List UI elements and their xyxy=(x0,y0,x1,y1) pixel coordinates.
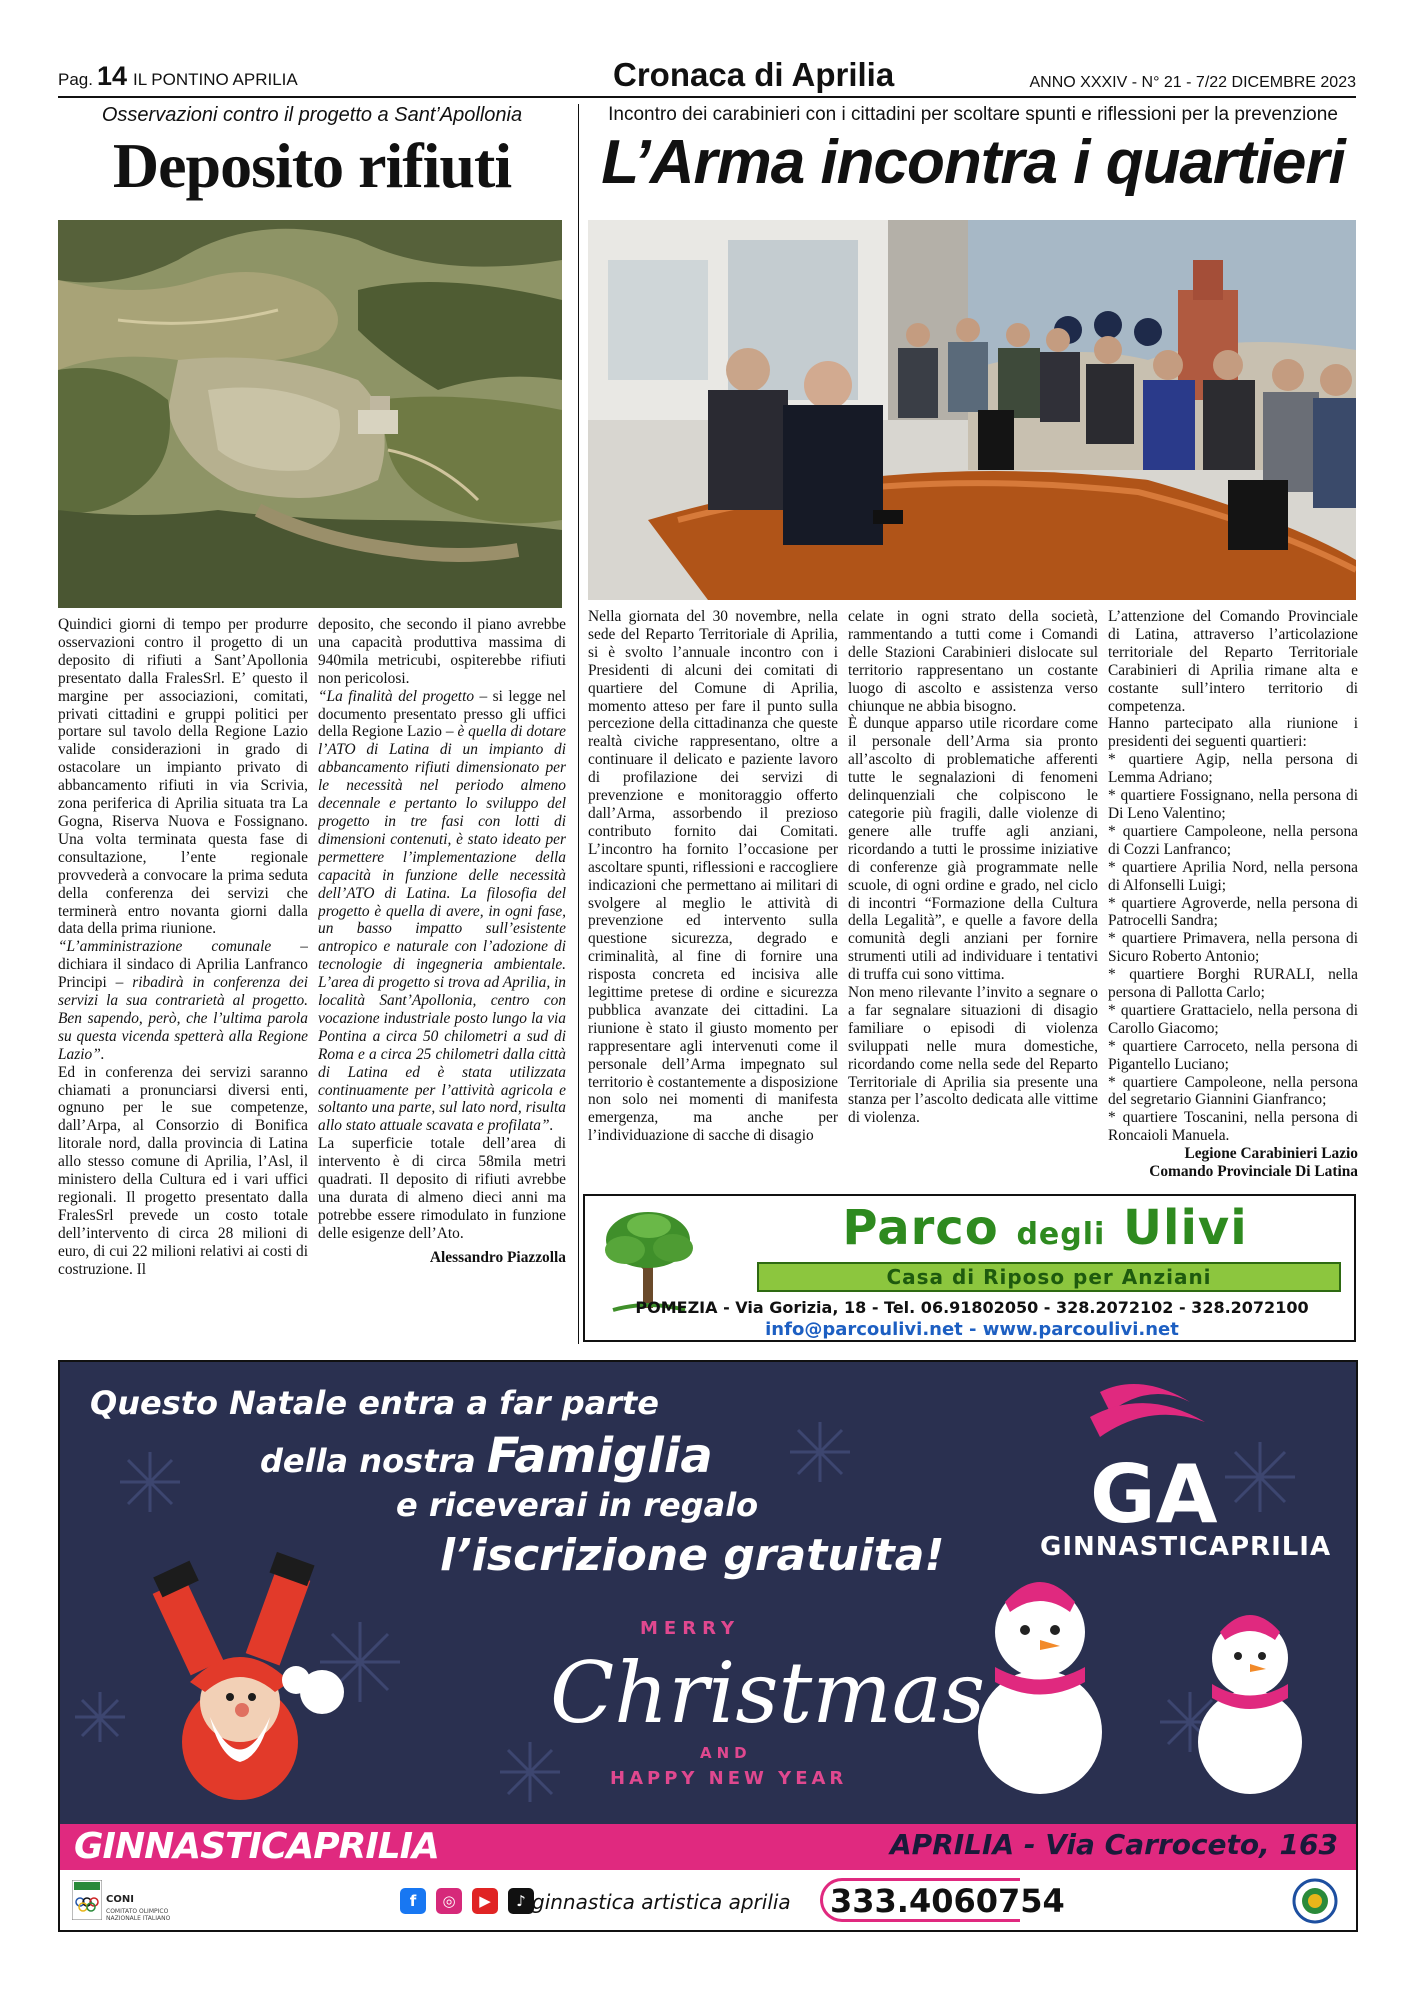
left-article-kicker: Osservazioni contro il progetto a Sant’Apollonia xyxy=(101,104,523,126)
parco-ulivi-ad[interactable] xyxy=(583,1194,1356,1342)
coni-subtitle: COMITATO OLIMPICO NAZIONALE ITALIANO xyxy=(106,1908,171,1922)
promo-line-2a: della nostra xyxy=(260,1442,487,1480)
gym-address: APRILIA - Via Carroceto, 163 xyxy=(890,1828,1338,1861)
left-quote-a: “L’amministrazione comunale – xyxy=(58,938,308,956)
left-article-author: Alessandro Piazzolla xyxy=(429,1248,566,1266)
parco-web-link[interactable]: info@parcoulivi.net - www.parcoulivi.net xyxy=(765,1319,1179,1340)
right-col2-c: Non meno rilevante l’invito a segnare o a far segnalare situazioni di disagio familiare o episodi di violenza sviluppati nelle mura domestiche, ricordando come nella sede del Reparto Territoriale di Aprilia sia presente una stanza per l’ascolto dedicata alle vittime di violenza. xyxy=(848,984,1098,1127)
issue-info: ANNO XXXIV - N° 21 - 7/22 DICEMBRE 2023 xyxy=(1029,74,1356,91)
quartiere-item: * quartiere Campoleone, nella persona del segretario Giannini Gianfranco; xyxy=(1108,1073,1358,1109)
merry-text: MERRY xyxy=(640,1618,740,1639)
right-col2-b: È dunque apparso utile ricordare come il personale dell’Arma sia pronto all’ascolto di problematiche afferenti tutte le segnalazioni di fenomeni delinquenziali che colpiscono le categorie più fragili, dalle violenze di genere alle truffe agli anziani, ricordando a tutti le prossime iniziative di conferenze già programmate nelle scuole, di ogni ordine e grado, nel ciclo di incontri “Formazione della Cultura della Legalità”, e quelle a favore della comunità degli anziani per fornire strumenti utili ad individuare i tentativi di truffa cui sono vittima. xyxy=(848,715,1098,984)
right-col1-para: Nella giornata del 30 novembre, nella sede del Reparto Territoriale di Aprilia, si è svolto l’annuale incontro con i Presidenti di alcuni dei comitati di quartiere del Comune di Aprilia, momento atteso per fare il punto sulla percezione della cittadinanza che queste realtà civiche rappresentano, oltre a continuare il delicato e paziente lavoro di profilazione dei servizi di prevenzione e monitoraggio offerto dall’Arma, assorbendo il prezioso contributo fornito dai Comitati. L’incontro ha fornito l’occasione per ascoltare spunti, riflessioni e raccogliere indicazioni che permettano ai militari di svolgere al meglio le attività di prevenzione ed intervento sulla questione sicurezza, degrado e criminalità, al fine di fornire una risposta concreta ed incisiva alle legittime pretese di ordine e sicurezza pubblica avanzate dei cittadini. La riunione è stato il giusto momento per rappresentare agli intervenuti come il personale dell’Arma impegnato sul territorio è costantemente a disposizione non solo nei momenti di manifesta emergenza, ma anche per l’individuazione di sacche di disagio xyxy=(588,608,838,1145)
right-article-kicker: Incontro dei carabinieri con i cittadini per scoltare spunti e riflessioni per la prevenzione xyxy=(608,104,1338,125)
masthead xyxy=(58,56,1356,98)
tiktok-icon[interactable]: ♪ xyxy=(508,1888,534,1914)
page-label xyxy=(58,61,298,92)
left-col2-b: “La finalità del progetto xyxy=(318,687,475,705)
right-article-signature-1: Legione Carabinieri Lazio xyxy=(1184,1145,1358,1163)
right-col3-a: L’attenzione del Comando Provinciale di Latina, attraverso l’articolazione territoriale del Reparto Territoriale Carabinieri di Aprilia rimane alta e costante sull’intero territorio di competenza. xyxy=(1108,608,1358,715)
promo-line-4: l’iscrizione gratuita! xyxy=(440,1530,945,1581)
quartiere-item: * quartiere Fossignano, nella persona di Di Leno Valentino; xyxy=(1108,787,1358,822)
ga-logo-name: GINNASTICAPRILIA xyxy=(1040,1532,1332,1562)
quartiere-item: * quartiere Grattacielo, nella persona di Carollo Giacomo; xyxy=(1108,1001,1358,1037)
right-article-col1 xyxy=(588,608,838,1178)
gym-name: GINNASTICAPRILIA xyxy=(74,1826,439,1867)
youtube-icon[interactable]: ▶ xyxy=(472,1888,498,1914)
quartiere-item: * quartiere Agip, nella persona di Lemma Adriano; xyxy=(1108,751,1358,787)
right-article-col3 xyxy=(1108,608,1358,1178)
left-col2-d: è quella di dotare l’ATO di Latina di un impianto di abbancamento rifiuti dimensionato per le necessità nel periodo almeno decennale e pertanto lo sviluppo del progetto in tre fasi con lotti di dimensioni contenuti, è stato ideato per permettere l’implementazione della capacità in funzione delle necessità dell’ATO di Latina. La filosofia del progetto è quella di avere, in ogni fase, un basso impatto sull’esistente antropico e naturale con l’adozione di tecnologie di ingegneria ambientale. L’area di progetto si trova ad Aprilia, in località Sant’Apollonia, centro con vocazione industriale posto lungo la via Pontina a circa 50 chilometri a sud di Roma e a circa 25 chilometri dalla città di Latina ed è stata utilizzata continuamente per l’attività agricola e soltanto una parte, sul lato nord, risulta allo stato attuale scavata e profilata”. xyxy=(318,723,566,1135)
happy-new-year-text: HAPPY NEW YEAR xyxy=(610,1768,848,1789)
page-number: 14 xyxy=(96,61,128,91)
parco-subtitle: Casa di Riposo per Anziani xyxy=(757,1262,1341,1292)
svg-text:GA: GA xyxy=(1090,1448,1218,1541)
left-col1-para: Quindici giorni di tempo per produrre osservazioni contro il progetto di un deposito di rifiuti a Sant’Apollonia presentato dalla FralesSrl. E’ questo il margine per associazioni, comitati, privati cittadini e gruppi politici per portare sul tavolo della Regione Lazio valide considerazioni in grado di ostacolare un impianto privato di abbancamento rifiuti in via Scrivia, zona periferica di Aprilia situata tra La Gogna, Riserva Nuova e Fossignano. Una volta terminata questa fase di consultazione, l’ente regionale provvederà a convocare la prima seduta della conferenza dei servizi che terminerà entro novanta giorni dalla data della prima riunione. xyxy=(58,616,308,938)
parco-brand xyxy=(745,1200,1345,1256)
federation-badge-icon xyxy=(1292,1878,1338,1924)
left-article-col2 xyxy=(318,616,566,1346)
pag-label: Pag. xyxy=(58,70,93,89)
address-bar xyxy=(60,1824,1356,1870)
quartiere-item: * quartiere Campoleone, nella persona di Cozzi Lanfranco; xyxy=(1108,822,1358,858)
right-article-col2 xyxy=(848,608,1098,1178)
section-title: Cronaca di Aprilia xyxy=(613,56,895,93)
coni-title: CONI xyxy=(106,1894,134,1905)
left-quote-b: dichiara il sindaco di Aprilia Lanfranco Principi – xyxy=(58,956,308,992)
promo-line-2 xyxy=(260,1428,713,1484)
quartiere-item: * quartiere Borghi RURALI, nella persona di Pallotta Carlo; xyxy=(1108,966,1358,1002)
ginnastica-aprilia-ad[interactable] xyxy=(58,1360,1358,1932)
column-divider xyxy=(578,104,579,1344)
coni-rings-icon xyxy=(72,1880,102,1920)
facebook-icon[interactable]: f xyxy=(400,1888,426,1914)
christmas-text: Christmas xyxy=(550,1644,986,1742)
contact-bar xyxy=(60,1870,1356,1932)
phone-number[interactable]: 333.4060754 xyxy=(830,1882,1065,1920)
parco-brand-b: degli xyxy=(1016,1217,1106,1252)
promo-line-2b: Famiglia xyxy=(486,1428,713,1484)
parco-brand-a: Parco xyxy=(842,1200,999,1256)
right-col3-b: Hanno partecipato alla riunione i presidenti dei seguenti quartieri: xyxy=(1108,715,1358,751)
right-col2-a: celate in ogni strato della società, rammentando a tutti come i Comandi delle Stazioni Carabinieri dislocate sul territorio rappresentano un costante luogo di ascolto e assistenza verso chiunque ne abbia bisogno. xyxy=(848,608,1098,715)
left-col1-rest: Ed in conferenza dei servizi saranno chiamati a pronunciarsi diversi enti, ognuno per le sue competenze, dall’Arpa, al Consorzio di Bonifica litorale nord, dalla provincia di Latina allo stesso comune di Aprilia, l’Asl, il ministero della Cultura ed i vari uffici regionali. Il progetto presentato dalla FralesSrl prevede un costo totale dell’intervento di circa 28 milioni di euro, di cui 22 milioni relativi ai costi di costruzione. Il xyxy=(58,1063,308,1278)
promo-line-3: e riceverai in regalo xyxy=(396,1486,759,1524)
left-article-title: Deposito rifiuti xyxy=(112,130,512,201)
instagram-icon[interactable]: ◎ xyxy=(436,1888,462,1914)
meeting-photo xyxy=(588,220,1356,600)
quartiere-item: * quartiere Toscanini, nella persona di Roncaioli Manuela. xyxy=(1108,1109,1358,1145)
left-col2-a: deposito, che secondo il piano avrebbe una capacità produttiva massima di 940mila metricubi, ospiterebbe rifiuti non pericolosi. xyxy=(318,616,566,687)
left-quote-c: ribadirà in conferenza dei servizi la sua contrarietà al progetto. Ben sapendo, però, che l’ultima parola su questa vicenda spetterà alla Regione Lazio”. xyxy=(58,974,308,1063)
right-article-title: L’Arma incontra i quartieri xyxy=(601,128,1345,197)
quartiere-item: * quartiere Primavera, nella persona di Sicuro Roberto Antonio; xyxy=(1108,930,1358,966)
quartiere-item: * quartiere Aprilia Nord, nella persona di Alfonselli Luigi; xyxy=(1108,858,1358,894)
quartiere-item: * quartiere Agroverde, nella persona di Patrocelli Sandra; xyxy=(1108,894,1358,930)
parco-contact: POMEZIA - Via Gorizia, 18 - Tel. 06.91802050 - 328.2072102 - 328.2072100 xyxy=(635,1298,1309,1317)
right-article-signature-2: Comando Provinciale Di Latina xyxy=(1149,1163,1358,1178)
parco-brand-c: Ulivi xyxy=(1123,1200,1248,1256)
quartiere-item: * quartiere Carroceto, nella persona di Pigantello Luciano; xyxy=(1108,1037,1358,1073)
quartieri-list xyxy=(1108,751,1358,1145)
left-article-col1 xyxy=(58,616,308,1346)
promo-line-1: Questo Natale entra a far parte xyxy=(90,1384,659,1422)
left-col2-c: – si legge nel documento presentato presso gli uffici della Regione Lazio – xyxy=(318,687,566,741)
aerial-photo xyxy=(58,220,562,608)
social-handle: ginnastica artistica aprilia xyxy=(532,1890,791,1914)
paper-name: IL PONTINO APRILIA xyxy=(133,70,298,89)
and-text: AND xyxy=(700,1744,752,1762)
left-col2-e: La superficie totale dell’area di intervento è di circa 58mila metri quadrati. Il deposito di rifiuti avrebbe una durata di almeno dieci anni ma potrebbe essere rimodulato in funzione delle esigenze dell’Ato. xyxy=(318,1135,566,1242)
coni-badge xyxy=(72,1880,192,1926)
